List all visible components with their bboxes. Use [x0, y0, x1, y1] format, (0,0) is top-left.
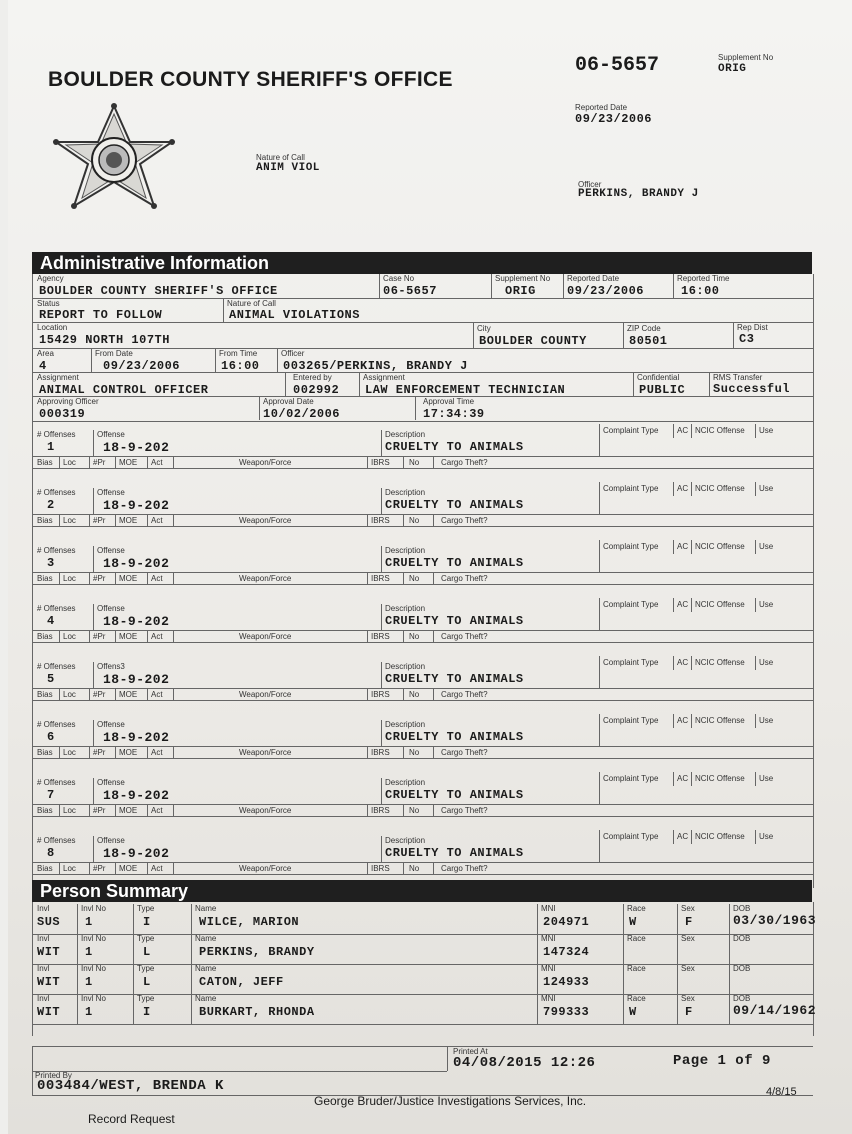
mni-value: 147324 — [543, 945, 590, 959]
loc-label: Loc — [63, 516, 76, 525]
supplement-value: ORIG — [718, 63, 747, 75]
ibrs-label: IBRS — [371, 748, 390, 757]
no-label: No — [409, 864, 420, 873]
ac-label: AC — [677, 426, 689, 435]
cargo-theft-label: Cargo Theft? — [441, 864, 488, 873]
weapon-force-label: Weapon/Force — [239, 574, 292, 583]
act-label: Act — [151, 516, 163, 525]
assignment2-value: LAW ENFORCEMENT TECHNICIAN — [365, 383, 566, 397]
ncic-offense-label: NCIC Offense — [695, 658, 745, 667]
offense-num-label: # Offenses — [37, 604, 76, 613]
offense-desc-value: CRUELTY TO ANIMALS — [385, 730, 524, 744]
weapon-force-label: Weapon/Force — [239, 748, 292, 757]
offense-num-label: # Offenses — [37, 720, 76, 729]
act-label: Act — [151, 632, 163, 641]
person-type-label: Type — [137, 964, 155, 973]
assignment2-label: Assignment — [363, 373, 405, 382]
cargo-theft-label: Cargo Theft? — [441, 690, 488, 699]
mni-label: MNI — [541, 904, 556, 913]
use-label: Use — [759, 600, 774, 609]
offense-num-label: # Offenses — [37, 662, 76, 671]
use-label: Use — [759, 484, 774, 493]
sheriff-star-badge-icon — [48, 102, 180, 222]
case-no-label: Case No — [383, 274, 415, 283]
act-label: Act — [151, 574, 163, 583]
invl-no-label: Invl No — [81, 934, 106, 943]
offense-desc-value: CRUELTY TO ANIMALS — [385, 556, 524, 570]
bias-label: Bias — [37, 574, 53, 583]
moe-label: MOE — [119, 806, 138, 815]
complaint-type-label: Complaint Type — [603, 484, 659, 493]
pr-label: #Pr — [93, 574, 106, 583]
location-value: 15429 NORTH 107TH — [39, 333, 170, 347]
person-name-label: Name — [195, 934, 217, 943]
offense-row — [32, 482, 814, 540]
complaint-type-label: Complaint Type — [603, 426, 659, 435]
moe-label: MOE — [119, 632, 138, 641]
entered-by-value: 002992 — [293, 383, 340, 397]
offense-desc-label: Description — [385, 836, 426, 845]
ibrs-label: IBRS — [371, 458, 390, 467]
ncic-offense-label: NCIC Offense — [695, 600, 745, 609]
rms-value: Successful — [713, 382, 791, 396]
no-label: No — [409, 574, 420, 583]
pr-label: #Pr — [93, 516, 106, 525]
zip-value: 80501 — [629, 334, 668, 348]
person-type-value: L — [143, 975, 151, 989]
approval-time-value: 17:34:39 — [423, 407, 485, 421]
person-row — [33, 904, 817, 935]
offense-code-label: Offense — [97, 720, 125, 729]
no-label: No — [409, 690, 420, 699]
offense-desc-value: CRUELTY TO ANIMALS — [385, 846, 524, 860]
printed-by-label: Printed By — [35, 1071, 72, 1080]
mni-label: MNI — [541, 934, 556, 943]
dob-label: DOB — [733, 994, 751, 1003]
pr-label: #Pr — [93, 864, 106, 873]
race-label: Race — [627, 964, 646, 973]
offense-num-value: 5 — [47, 672, 55, 686]
no-label: No — [409, 458, 420, 467]
race-label: Race — [627, 934, 646, 943]
use-label: Use — [759, 658, 774, 667]
nature-value: ANIM VIOL — [256, 162, 320, 174]
ncic-offense-label: NCIC Offense — [695, 832, 745, 841]
ncic-offense-label: NCIC Offense — [695, 716, 745, 725]
ibrs-label: IBRS — [371, 574, 390, 583]
offense-code-value: 18-9-202 — [103, 730, 170, 745]
pr-label: #Pr — [93, 632, 106, 641]
loc-label: Loc — [63, 864, 76, 873]
weapon-force-label: Weapon/Force — [239, 458, 292, 467]
ac-label: AC — [677, 484, 689, 493]
sex-value: F — [685, 1005, 693, 1019]
offense-desc-label: Description — [385, 662, 426, 671]
pr-label: #Pr — [93, 806, 106, 815]
location-label: Location — [37, 323, 68, 332]
pr-label: #Pr — [93, 748, 106, 757]
offense-num-label: # Offenses — [37, 836, 76, 845]
loc-label: Loc — [63, 574, 76, 583]
offense-code-value: 18-9-202 — [103, 788, 170, 803]
ibrs-label: IBRS — [371, 632, 390, 641]
person-list — [32, 902, 817, 1036]
offense-row — [32, 656, 814, 714]
weapon-force-label: Weapon/Force — [239, 806, 292, 815]
offense-num-value: 2 — [47, 498, 55, 512]
person-name-value: BURKART, RHONDA — [199, 1005, 315, 1019]
footer-box — [32, 1046, 813, 1096]
dob-label: DOB — [733, 904, 751, 913]
bias-label: Bias — [37, 690, 53, 699]
person-type-label: Type — [137, 904, 155, 913]
from-time-label: From Time — [219, 349, 258, 358]
dob-value: 09/14/1962 — [733, 1003, 817, 1018]
complaint-type-label: Complaint Type — [603, 658, 659, 667]
officer-value: PERKINS, BRANDY J — [578, 188, 699, 200]
loc-label: Loc — [63, 690, 76, 699]
moe-label: MOE — [119, 690, 138, 699]
offense-code-label: Offense — [97, 546, 125, 555]
bias-label: Bias — [37, 806, 53, 815]
weapon-force-label: Weapon/Force — [239, 690, 292, 699]
person-name-value: WILCE, MARION — [199, 915, 300, 929]
cargo-theft-label: Cargo Theft? — [441, 748, 488, 757]
person-type-value: L — [143, 945, 151, 959]
offense-desc-label: Description — [385, 604, 426, 613]
ibrs-label: IBRS — [371, 806, 390, 815]
offense-row — [32, 772, 814, 830]
complaint-type-label: Complaint Type — [603, 600, 659, 609]
offense-row — [32, 714, 814, 772]
ncic-offense-label: NCIC Offense — [695, 484, 745, 493]
person-row — [33, 964, 813, 995]
ac-label: AC — [677, 774, 689, 783]
ac-label: AC — [677, 658, 689, 667]
bias-label: Bias — [37, 748, 53, 757]
act-label: Act — [151, 458, 163, 467]
moe-label: MOE — [119, 864, 138, 873]
nature-label: Nature of Call — [256, 153, 305, 162]
weapon-force-label: Weapon/Force — [239, 864, 292, 873]
offense-code-value: 18-9-202 — [103, 556, 170, 571]
complaint-type-label: Complaint Type — [603, 542, 659, 551]
ac-label: AC — [677, 716, 689, 725]
zip-label: ZIP Code — [627, 324, 661, 333]
invl-no-value: 1 — [85, 945, 93, 959]
act-label: Act — [151, 748, 163, 757]
person-section-title: Person Summary — [40, 881, 189, 901]
supplement-label: Supplement No — [718, 53, 774, 62]
offense-code-label: Offense — [97, 430, 125, 439]
pr-label: #Pr — [93, 458, 106, 467]
confidential-value: PUBLIC — [639, 383, 686, 397]
offense-code-value: 18-9-202 — [103, 614, 170, 629]
loc-label: Loc — [63, 458, 76, 467]
use-label: Use — [759, 542, 774, 551]
admin-section-header — [32, 252, 812, 274]
entered-by-label: Entered by — [293, 373, 332, 382]
offense-desc-value: CRUELTY TO ANIMALS — [385, 498, 524, 512]
invl-no-value: 1 — [85, 915, 93, 929]
ac-label: AC — [677, 600, 689, 609]
stamp-date: 4/8/15 — [766, 1086, 797, 1098]
approval-date-value: 10/02/2006 — [263, 407, 341, 421]
printed-by-value: 003484/WEST, BRENDA K — [37, 1078, 224, 1094]
approval-date-label: Approval Date — [263, 397, 314, 406]
use-label: Use — [759, 426, 774, 435]
repdist-value: C3 — [739, 332, 755, 346]
offense-code-value: 18-9-202 — [103, 440, 170, 455]
record-request-label: Record Request — [88, 1112, 175, 1126]
officer-label: Officer — [578, 180, 602, 189]
invl-label: Invl — [37, 994, 50, 1003]
offense-num-value: 8 — [47, 846, 55, 860]
loc-label: Loc — [63, 632, 76, 641]
offense-num-label: # Offenses — [37, 430, 76, 439]
offense-desc-value: CRUELTY TO ANIMALS — [385, 440, 524, 454]
case-no-value: 06-5657 — [383, 284, 437, 298]
moe-label: MOE — [119, 516, 138, 525]
offense-desc-value: CRUELTY TO ANIMALS — [385, 788, 524, 802]
ncic-offense-label: NCIC Offense — [695, 774, 745, 783]
ibrs-label: IBRS — [371, 516, 390, 525]
invl-value: WIT — [37, 975, 61, 989]
offense-num-value: 4 — [47, 614, 55, 628]
cargo-theft-label: Cargo Theft? — [441, 806, 488, 815]
person-name-label: Name — [195, 964, 217, 973]
offense-row — [32, 540, 814, 598]
person-row — [33, 994, 817, 1025]
rep-time-value: 16:00 — [681, 284, 720, 298]
offense-num-label: # Offenses — [37, 488, 76, 497]
race-value: W — [629, 1005, 637, 1019]
invl-value: SUS — [37, 915, 61, 929]
repdist-label: Rep Dist — [737, 323, 768, 332]
act-label: Act — [151, 806, 163, 815]
person-type-value: I — [143, 915, 151, 929]
city-label: City — [477, 324, 491, 333]
use-label: Use — [759, 832, 774, 841]
race-label: Race — [627, 994, 646, 1003]
person-type-label: Type — [137, 934, 155, 943]
approval-time-label: Approval Time — [423, 397, 475, 406]
pr-label: #Pr — [93, 690, 106, 699]
offense-list — [32, 424, 812, 894]
cargo-theft-label: Cargo Theft? — [441, 458, 488, 467]
printed-at-label: Printed At — [453, 1047, 488, 1056]
weapon-force-label: Weapon/Force — [239, 632, 292, 641]
supp-label: Supplement No — [495, 274, 551, 283]
complaint-type-label: Complaint Type — [603, 832, 659, 841]
dob-value: 03/30/1963 — [733, 913, 817, 928]
from-time-value: 16:00 — [221, 359, 260, 373]
use-label: Use — [759, 716, 774, 725]
invl-label: Invl — [37, 904, 50, 913]
assignment-label: Assignment — [37, 373, 79, 382]
invl-no-value: 1 — [85, 1005, 93, 1019]
invl-no-value: 1 — [85, 975, 93, 989]
offense-desc-label: Description — [385, 720, 426, 729]
rep-date-value: 09/23/2006 — [567, 284, 645, 298]
offense-desc-label: Description — [385, 778, 426, 787]
invl-no-label: Invl No — [81, 994, 106, 1003]
act-label: Act — [151, 690, 163, 699]
ibrs-label: IBRS — [371, 864, 390, 873]
offense-num-value: 6 — [47, 730, 55, 744]
bias-label: Bias — [37, 458, 53, 467]
person-name-value: CATON, JEFF — [199, 975, 284, 989]
confidential-label: Confidential — [637, 373, 680, 382]
no-label: No — [409, 516, 420, 525]
invl-label: Invl — [37, 934, 50, 943]
act-label: Act — [151, 864, 163, 873]
sex-value: F — [685, 915, 693, 929]
person-row — [33, 934, 813, 965]
offense-desc-value: CRUELTY TO ANIMALS — [385, 614, 524, 628]
invl-no-label: Invl No — [81, 964, 106, 973]
offense-num-label: # Offenses — [37, 778, 76, 787]
loc-label: Loc — [63, 806, 76, 815]
person-name-value: PERKINS, BRANDY — [199, 945, 315, 959]
nature2-value: ANIMAL VIOLATIONS — [229, 308, 360, 322]
person-type-value: I — [143, 1005, 151, 1019]
mni-value: 204971 — [543, 915, 590, 929]
status-label: Status — [37, 299, 60, 308]
reported-date-label: Reported Date — [575, 103, 628, 112]
moe-label: MOE — [119, 458, 138, 467]
mni-label: MNI — [541, 964, 556, 973]
bias-label: Bias — [37, 516, 53, 525]
offense-code-label: Offense — [97, 488, 125, 497]
ac-label: AC — [677, 542, 689, 551]
rep-time-label: Reported Time — [677, 274, 730, 283]
ac-label: AC — [677, 832, 689, 841]
offense-num-label: # Offenses — [37, 546, 76, 555]
invl-value: WIT — [37, 945, 61, 959]
complaint-type-label: Complaint Type — [603, 716, 659, 725]
approving-label: Approving Officer — [37, 397, 99, 406]
ncic-offense-label: NCIC Offense — [695, 542, 745, 551]
invl-value: WIT — [37, 1005, 61, 1019]
from-date-label: From Date — [95, 349, 133, 358]
race-label: Race — [627, 904, 646, 913]
cargo-theft-label: Cargo Theft? — [441, 516, 488, 525]
reported-date-value: 09/23/2006 — [575, 112, 653, 126]
from-date-value: 09/23/2006 — [103, 359, 181, 373]
mni-value: 799333 — [543, 1005, 590, 1019]
report-page — [8, 0, 852, 1134]
offense-desc-label: Description — [385, 546, 426, 555]
complaint-type-label: Complaint Type — [603, 774, 659, 783]
invl-no-label: Invl No — [81, 904, 106, 913]
sex-label: Sex — [681, 934, 695, 943]
agency-title: BOULDER COUNTY SHERIFF'S OFFICE — [48, 68, 453, 91]
header-case-number: 06-5657 — [575, 54, 660, 77]
offense-code-value: 18-9-202 — [103, 498, 170, 513]
supp-value: ORIG — [505, 284, 536, 298]
rep-date-label: Reported Date — [567, 274, 620, 283]
bias-label: Bias — [37, 632, 53, 641]
offense-row — [32, 424, 814, 482]
weapon-force-label: Weapon/Force — [239, 516, 292, 525]
moe-label: MOE — [119, 574, 138, 583]
offense-desc-label: Description — [385, 488, 426, 497]
sex-label: Sex — [681, 964, 695, 973]
dob-label: DOB — [733, 934, 751, 943]
person-name-label: Name — [195, 994, 217, 1003]
admin-section-title: Administrative Information — [40, 253, 270, 273]
offense-num-value: 7 — [47, 788, 55, 802]
company-name: George Bruder/Justice Investigations Services, Inc. — [314, 1094, 587, 1108]
agency-value: BOULDER COUNTY SHERIFF'S OFFICE — [39, 284, 278, 298]
officer2-value: 003265/PERKINS, BRANDY J — [283, 359, 468, 373]
invl-label: Invl — [37, 964, 50, 973]
offense-code-value: 18-9-202 — [103, 672, 170, 687]
loc-label: Loc — [63, 748, 76, 757]
no-label: No — [409, 632, 420, 641]
rms-label: RMS Transfer — [713, 373, 763, 382]
area-value: 4 — [39, 359, 47, 373]
sex-label: Sex — [681, 994, 695, 1003]
approving-value: 000319 — [39, 407, 86, 421]
offense-desc-label: Description — [385, 430, 426, 439]
offense-desc-value: CRUELTY TO ANIMALS — [385, 672, 524, 686]
offense-code-label: Offense — [97, 836, 125, 845]
agency-label: Agency — [37, 274, 64, 283]
assignment-value: ANIMAL CONTROL OFFICER — [39, 383, 209, 397]
page-indicator: Page 1 of 9 — [673, 1053, 771, 1069]
mni-value: 124933 — [543, 975, 590, 989]
cargo-theft-label: Cargo Theft? — [441, 632, 488, 641]
person-type-label: Type — [137, 994, 155, 1003]
printed-at-value: 04/08/2015 12:26 — [453, 1055, 596, 1071]
offense-code-label: Offense — [97, 778, 125, 787]
offense-code-label: Offense — [97, 604, 125, 613]
no-label: No — [409, 806, 420, 815]
use-label: Use — [759, 774, 774, 783]
sex-label: Sex — [681, 904, 695, 913]
area-label: Area — [37, 349, 54, 358]
offense-num-value: 3 — [47, 556, 55, 570]
officer2-label: Officer — [281, 349, 305, 358]
ibrs-label: IBRS — [371, 690, 390, 699]
city-value: BOULDER COUNTY — [479, 334, 587, 348]
admin-table — [32, 274, 814, 434]
no-label: No — [409, 748, 420, 757]
offense-num-value: 1 — [47, 440, 55, 454]
moe-label: MOE — [119, 748, 138, 757]
offense-code-value: 18-9-202 — [103, 846, 170, 861]
person-section-header — [32, 880, 812, 902]
race-value: W — [629, 915, 637, 929]
dob-label: DOB — [733, 964, 751, 973]
ncic-offense-label: NCIC Offense — [695, 426, 745, 435]
person-name-label: Name — [195, 904, 217, 913]
status-value: REPORT TO FOLLOW — [39, 308, 163, 322]
offense-code-label: Offens3 — [97, 662, 125, 671]
bias-label: Bias — [37, 864, 53, 873]
offense-row — [32, 598, 814, 656]
nature2-label: Nature of Call — [227, 299, 276, 308]
cargo-theft-label: Cargo Theft? — [441, 574, 488, 583]
mni-label: MNI — [541, 994, 556, 1003]
